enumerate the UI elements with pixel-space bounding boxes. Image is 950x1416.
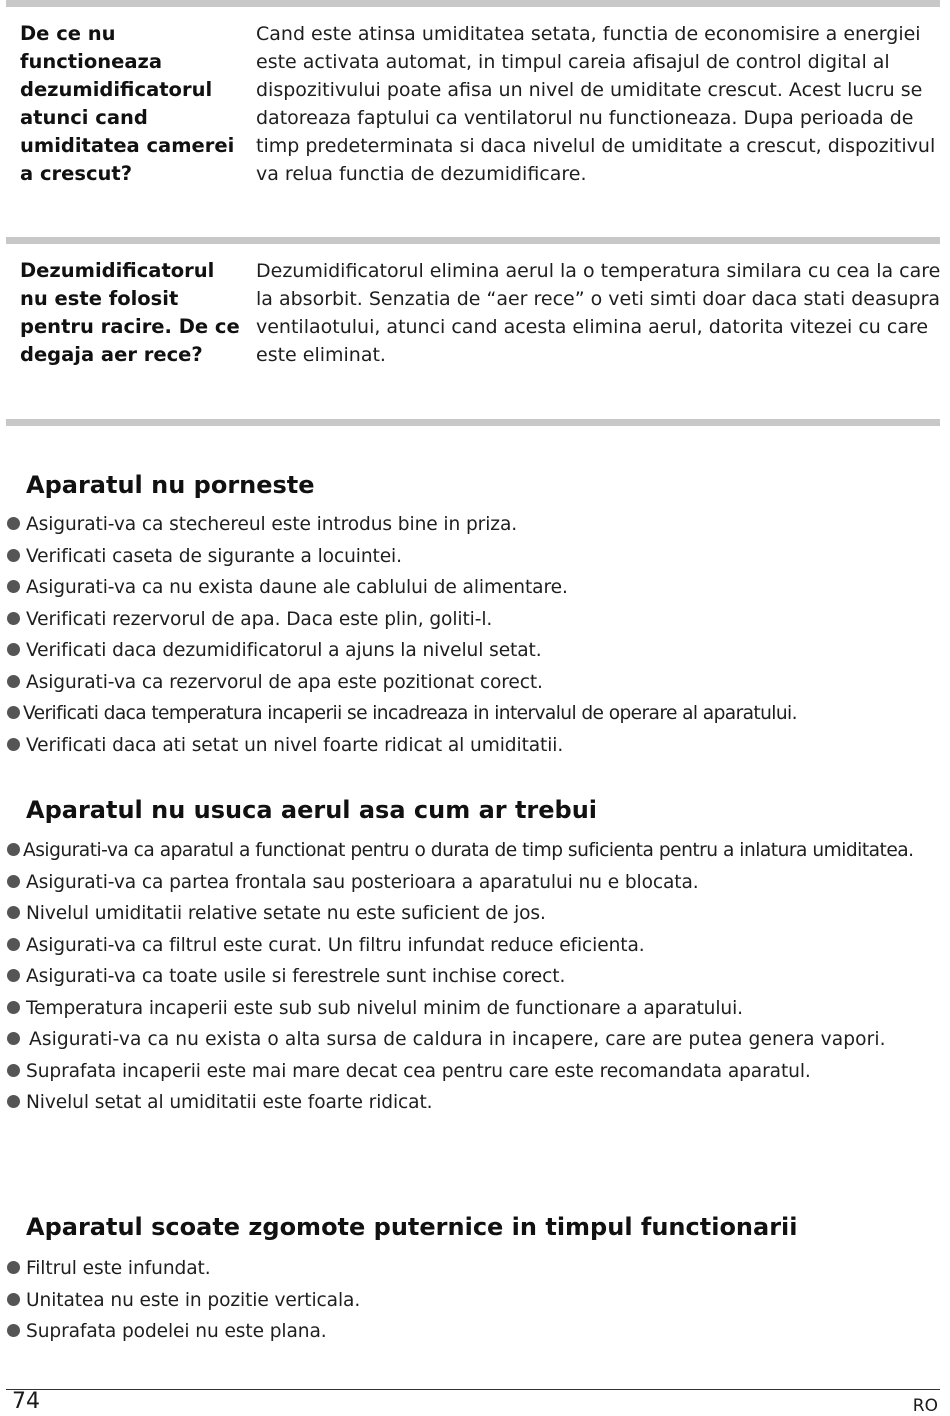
troubleshooting-list xyxy=(7,511,943,763)
list-item: Asigurati-va ca aparatul a functionat pentru o durata de timp suficienta pentru a inlatura umiditatea. xyxy=(7,837,943,864)
list-item: Asigurati-va ca stechereul este introdus bine in priza. xyxy=(7,511,943,538)
bullet-icon xyxy=(7,969,20,982)
bullet-icon xyxy=(7,738,20,751)
list-item: Asigurati-va ca filtrul este curat. Un filtru infundat reduce eficienta. xyxy=(7,932,943,959)
bullet-icon xyxy=(7,706,20,719)
bullet-icon xyxy=(7,1293,20,1306)
bullet-icon xyxy=(7,875,20,888)
faq-answer: Dezumidificatorul elimina aerul la o temperatura similara cu cea la care la absorbit. Senzatia de “aer rece” o veti simti doar daca stati deasupra ventilaotului, atunci cand acesta elimina aerul, datorita vitezei cu care este eliminat. xyxy=(256,260,941,366)
bullet-icon xyxy=(7,938,20,951)
list-item: Verificati daca dezumidificatorul a ajuns la nivelul setat. xyxy=(7,637,943,664)
bullet-icon xyxy=(7,517,20,530)
list-item: Asigurati-va ca partea frontala sau posterioara a aparatului nu e blocata. xyxy=(7,869,943,896)
list-item: Verificati daca ati setat un nivel foarte ridicat al umiditatii. xyxy=(7,732,943,759)
list-item: Asigurati-va ca nu exista daune ale cablului de alimentare. xyxy=(7,574,943,601)
bullet-icon xyxy=(7,1095,20,1108)
list-item: Filtrul este infundat. xyxy=(7,1255,943,1282)
list-item: Verificati daca temperatura incaperii se incadreaza in intervalul de operare al aparatului. xyxy=(7,700,943,727)
bullet-icon xyxy=(7,549,20,562)
bullet-icon xyxy=(7,643,20,656)
list-item: Unitatea nu este in pozitie verticala. xyxy=(7,1287,943,1314)
list-item: Asigurati-va ca rezervorul de apa este pozitionat corect. xyxy=(7,669,943,696)
table-bottom-rule xyxy=(6,419,940,426)
page-number: 74 xyxy=(12,1389,40,1414)
section-title: Aparatul nu porneste xyxy=(26,471,315,499)
bullet-icon xyxy=(7,1001,20,1014)
bullet-icon xyxy=(7,580,20,593)
list-item: Nivelul umiditatii relative setate nu este suficient de jos. xyxy=(7,900,943,927)
list-item: Suprafata podelei nu este plana. xyxy=(7,1318,943,1345)
list-item: Asigurati-va ca toate usile si ferestrele sunt inchise corect. xyxy=(7,963,943,990)
bullet-icon xyxy=(7,1032,20,1045)
bullet-icon xyxy=(7,906,20,919)
list-item: Verificati caseta de sigurante a locuintei. xyxy=(7,543,943,570)
list-item: Verificati rezervorul de apa. Daca este plin, goliti-l. xyxy=(7,606,943,633)
list-item: Nivelul setat al umiditatii este foarte ridicat. xyxy=(7,1089,943,1116)
bullet-icon xyxy=(7,1064,20,1077)
section-title: Aparatul scoate zgomote puternice in timpul functionarii xyxy=(26,1213,798,1241)
bullet-icon xyxy=(7,1261,20,1274)
bullet-icon xyxy=(7,612,20,625)
table-row-divider xyxy=(6,237,940,244)
bullet-icon xyxy=(7,675,20,688)
faq-answer: Cand este atinsa umiditatea setata, functia de economisire a energiei este activata automat, in timpul careia afisajul de control digital al dispozitivului poate afisa un nivel de umiditate crescut. Acest lucru se datoreaza faptului ca ventilatorul nu functioneaza. Dupa perioada de timp predeterminata si daca nivelul de umiditate a crescut, dispozitivul va relua functia de dezumidificare. xyxy=(256,23,936,185)
bullet-icon xyxy=(7,843,20,856)
table-top-rule xyxy=(6,0,940,7)
troubleshooting-list xyxy=(7,837,943,1121)
list-item: Asigurati-va ca nu exista o alta sursa de caldura in incapere, care are putea genera vapori. xyxy=(7,1026,943,1053)
faq-question: De ce nu functioneaza dezumidificatorul atunci cand umiditatea camerei a crescut? xyxy=(20,22,235,185)
list-item: Suprafata incaperii este mai mare decat cea pentru care este recomandata aparatul. xyxy=(7,1058,943,1085)
language-code: RO xyxy=(912,1396,938,1416)
faq-question: Dezumidificatorul nu este folosit pentru racire. De ce degaja aer rece? xyxy=(20,259,240,366)
troubleshooting-list xyxy=(7,1255,943,1350)
footer-rule xyxy=(6,1389,940,1390)
list-item: Temperatura incaperii este sub sub nivelul minim de functionare a aparatului. xyxy=(7,995,943,1022)
section-title: Aparatul nu usuca aerul asa cum ar trebui xyxy=(26,796,598,824)
bullet-icon xyxy=(7,1324,20,1337)
